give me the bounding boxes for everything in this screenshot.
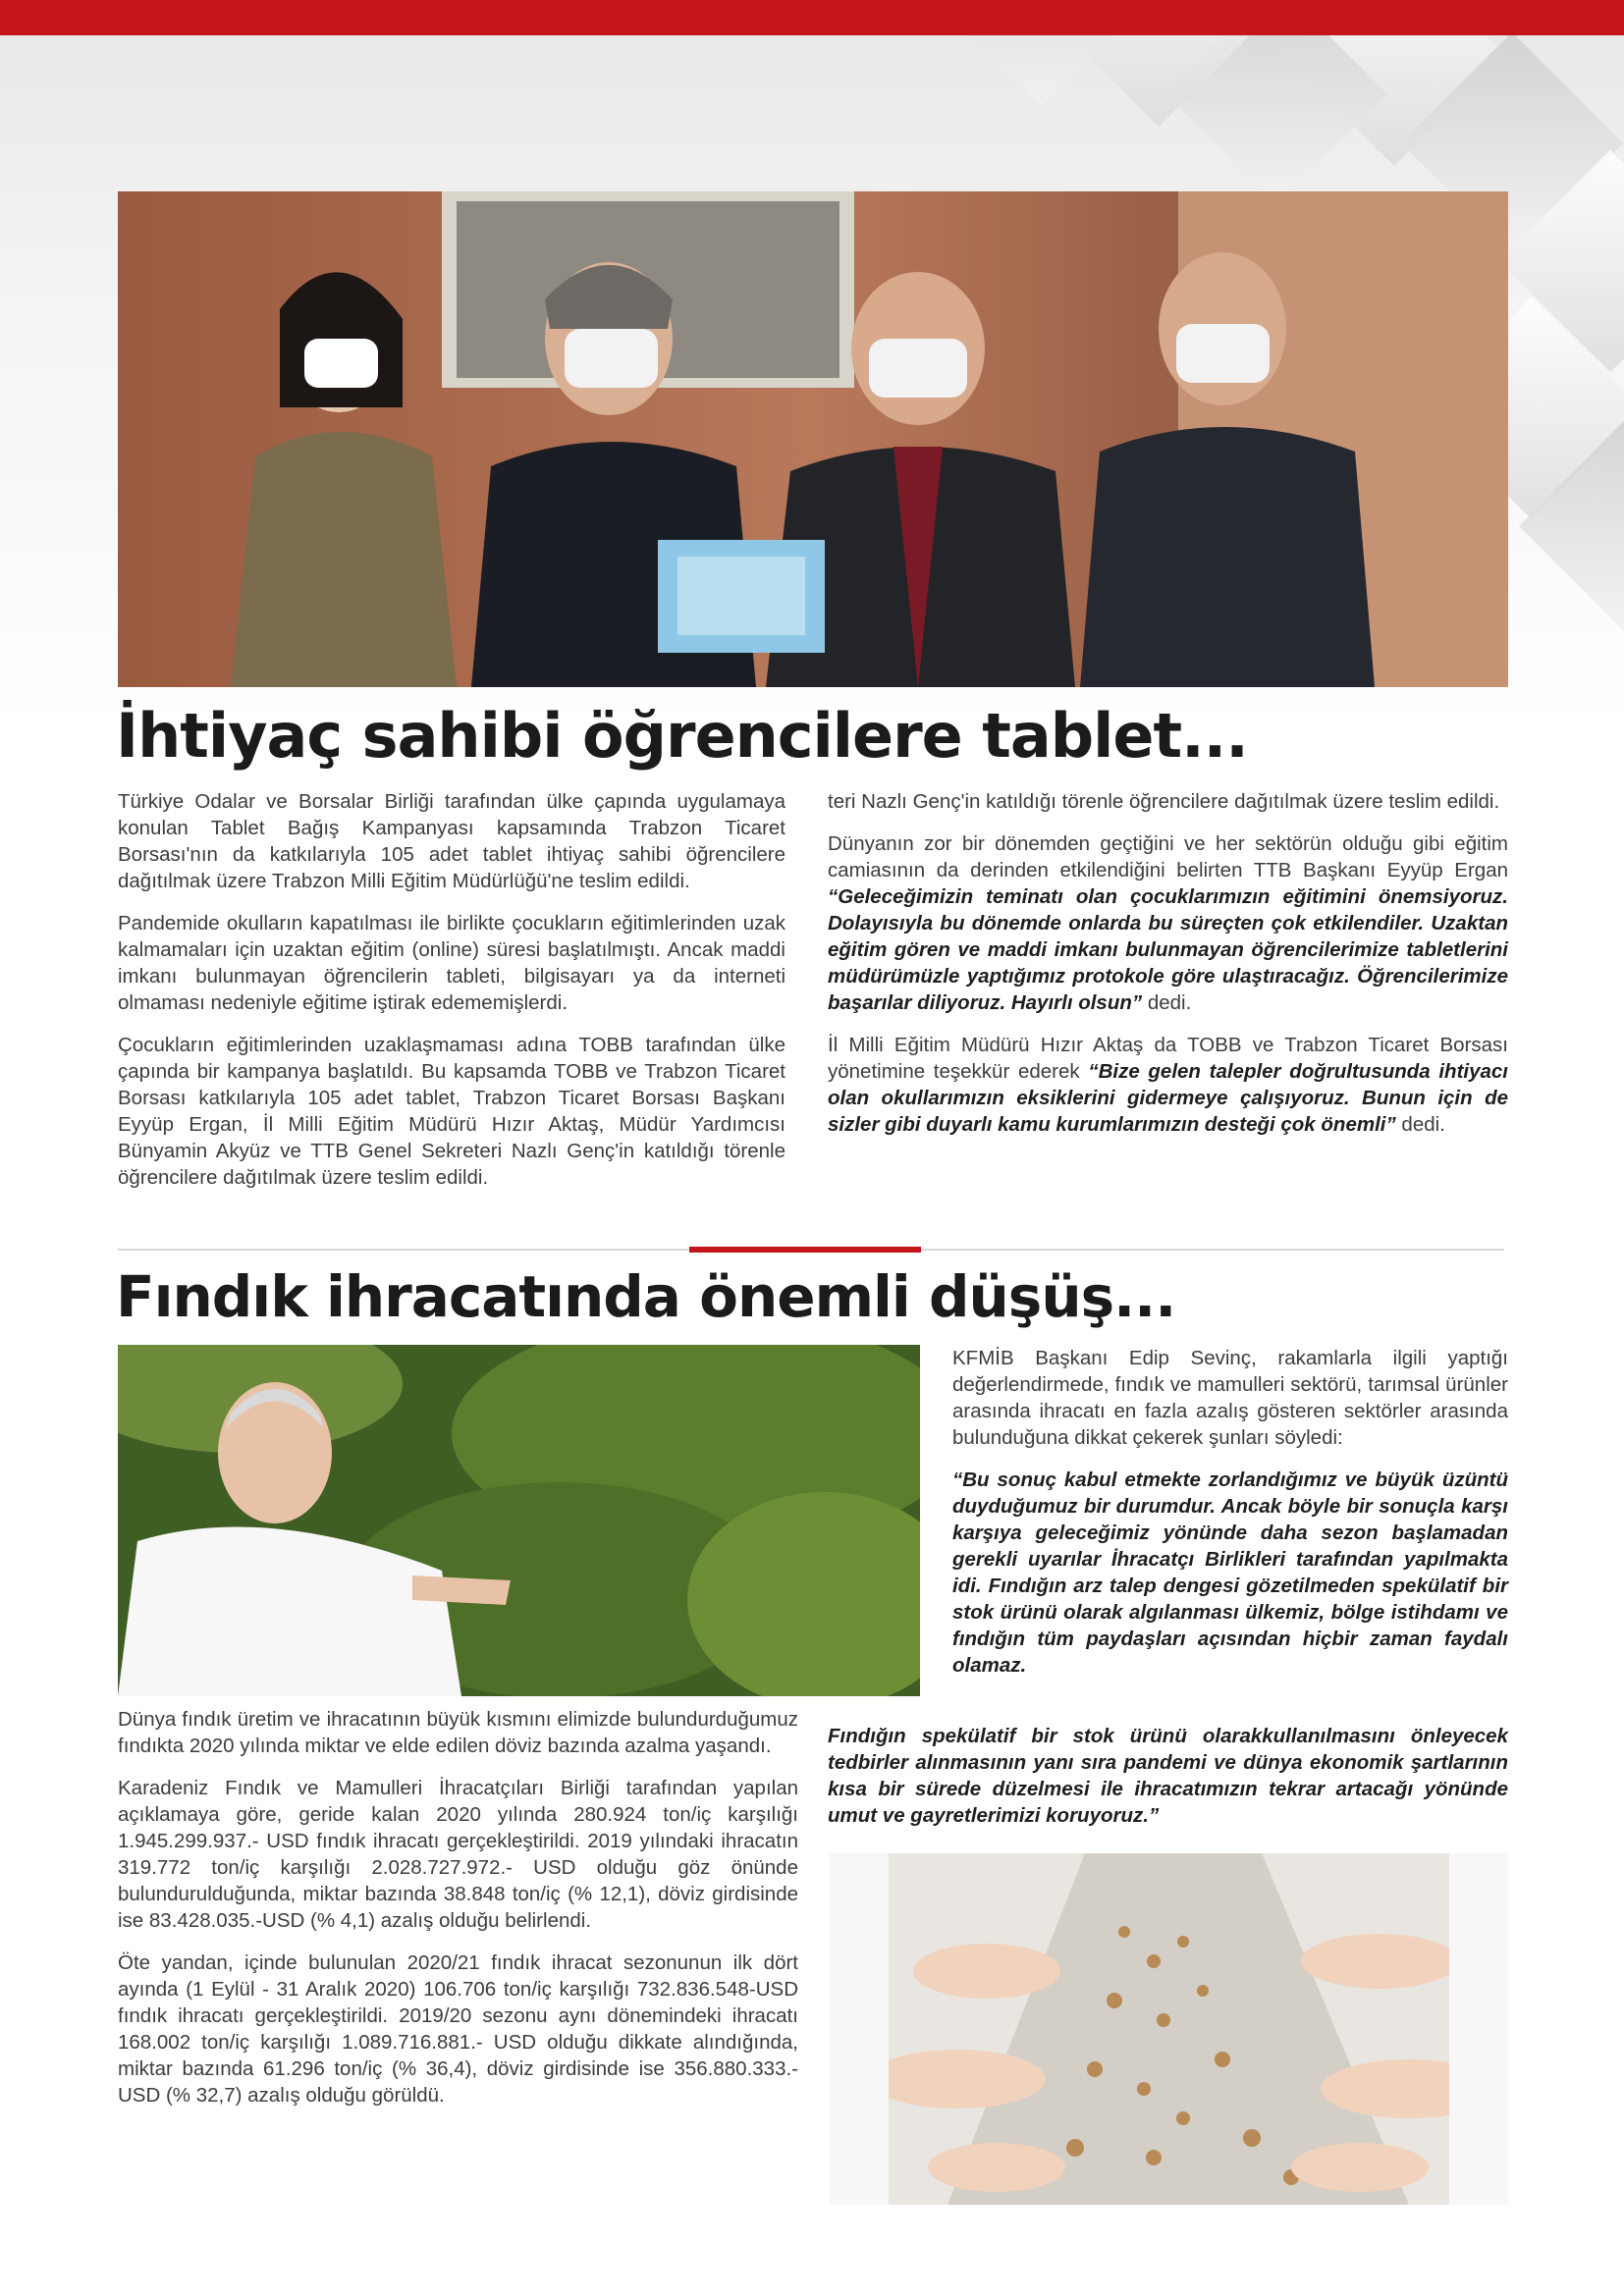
sevinc-quote-continued: Fındığın spekülatif bir stok ürünü olarakkullanılmasını önleyecek tedbirler alınmasının yanı sıra pandemi ve dünya ekonomik şartlarının kısa bir sürede düzelmesi ile ihracatımızın tekrar artacağı yönünde umut ve gayretlerimizi koruyoruz.” xyxy=(828,1725,1508,1827)
aktas-quote: “Bize gelen talepler doğrultusunda ihtiyacı olan okullarımızın eksiklerini gidermeye çalışıyoruz. Bunun için de sizler gibi duyarlı kamu kurumlarımızın desteği çok önemli” xyxy=(828,1060,1509,1136)
article2-right-closing xyxy=(828,1723,1508,1844)
section-divider-accent xyxy=(689,1247,921,1253)
article1-paragraph xyxy=(828,830,1508,1016)
article1-paragraph: teri Nazlı Genç'in katıldığı törenle öğrencilere dağıtılmak üzere teslim edildi. xyxy=(828,790,1500,813)
ergan-quote: “Geleceğimizin teminatı olan çocuklarımızın eğitimini önemsiyoruz. Dolayısıyla bu dönemde onlarda bu süreçten çok etkilendiler. Uzaktan eğitim gören ve maddi imkanı bulunmayan öğrencilerimize tabletlerini müdürümüzle yaptığımız protokole göre ulaştıracağız. Öğrencilerimize başarılar diliyoruz. Hayırlı olsun” xyxy=(828,885,1508,1014)
hazelnut-sorting-photo xyxy=(830,1853,1508,2205)
article1-text: İl Milli Eğitim Müdürü Hızır Aktaş da TOBB ve Trabzon Ticaret Borsası yönetimine teşekkür ederek xyxy=(828,1034,1508,1083)
article1-paragraph: Türkiye Odalar ve Borsalar Birliği tarafından ülke çapında uygulamaya konulan Tablet Bağış Kampanyası kapsamında Trabzon Ticaret Borsası'nın da katkılarıyla 105 adet tablet ihtiyaç sahibi öğrencilere dağıtılmak üzere Trabzon Milli Eğitim Müdürlüğü'ne teslim edildi. xyxy=(118,790,785,892)
article2-left-column xyxy=(118,1706,798,2124)
article2-title: Fındık ihracatında önemli düşüş... xyxy=(116,1263,1176,1330)
article1-title: İhtiyaç sahibi öğrencilere tablet... xyxy=(116,700,1248,772)
article2-right-intro xyxy=(952,1345,1508,1694)
tablet-ceremony-photo xyxy=(118,191,1508,687)
article1-left-column xyxy=(118,788,785,1206)
article1-text: dedi. xyxy=(1142,991,1192,1014)
article2-paragraph: Dünya fındık üretim ve ihracatının büyük kısmını elimizde bulundurduğumuz fındıkta 2020 yılında miktar ve elde edilen döviz bazında azalma yaşandı. xyxy=(118,1708,798,1757)
article1-paragraph: Çocukların eğitimlerinden uzaklaşmaması adına TOBB tarafından ülke çapında bir kampanya başlatıldı. Bu kapsamda TOBB ve Trabzon Ticaret Borsası katkılarıyla 105 adet tablet, Trabzon Ticaret Borsası Başkanı Eyyüp Ergan, İl Milli Eğitim Müdürü Hızır Aktaş, Müdür Yardımcısı Bünyamin Akyüz ve TTB Genel Sekreteri Nazlı Genç'in katıldığı törenle öğrencilere dağıtılmak üzere teslim edildi. xyxy=(118,1034,785,1189)
article1-paragraph: Pandemide okulların kapatılması ile birlikte çocukların eğitimlerinden uzak kalmamaları için uzaktan eğitim (online) süresi başlatılmıştı. Ancak maddi imkanı bulunmayan öğrencilerin tableti, bilgisayarı ya da interneti olmaması nedeniyle eğitime iştirak edememişlerdi. xyxy=(118,912,785,1014)
top-accent-bar xyxy=(0,0,1624,35)
sevinc-quote: “Bu sonuç kabul etmekte zorlandığımız ve büyük üzüntü duyduğumuz bir durumdur. Ancak böyle bir sonuçla karşı karşıya geleceğimiz yönünde daha sezon başlamadan gerekli uyarılar İhracatçı Birlikleri tarafından yapılmakta idi. Fındığın arz talep dengesi gözetilmeden spekülatif bir stok ürünü olarak algılanması ülkemiz, bölge istihdamı ve fındığın tüm paydaşları açısından hiçbir zaman faydalı olamaz. xyxy=(952,1468,1508,1677)
article2-paragraph: KFMİB Başkanı Edip Sevinç, rakamlarla ilgili yaptığı değerlendirmede, fındık ve mamulleri sektörü, tarımsal ürünler arasında ihracatı en fazla azalış gösteren sektörler arasında bulunduğuna dikkat çekerek şunları söyledi: xyxy=(952,1347,1508,1449)
article2-paragraph: Öte yandan, içinde bulunulan 2020/21 fındık ihracat sezonunun ilk dört ayında (1 Eylül - 31 Aralık 2020) 106.706 ton/iç karşılığı 732.836.548-USD fındık ihracatı gerçekleştirildi. 2019/20 sezonu aynı dönemindeki ihracatı 168.002 ton/iç karşılığı 1.089.716.881.- USD olduğu dikkate alındığında, miktar bazında 61.296 ton/iç (% 36,4), döviz girdisinde ise 356.880.333.-USD (% 32,7) azalış olduğu görüldü. xyxy=(118,1951,798,2107)
article2-paragraph: Karadeniz Fındık ve Mamulleri İhracatçıları Birliği tarafından yapılan açıklamaya göre, geride kalan 2020 yılında 280.924 ton/iç karşılığı 1.945.299.937.- USD fındık ihracatı gerçekleştirildi. 2019 yılındaki ihracatın 319.772 ton/iç karşılığı 2.028.727.972.- USD olduğu göz önünde bulundurulduğunda, miktar bazında 38.848 ton/iç (% 12,1), döviz girdisinde ise 83.428.035.-USD (% 4,1) azalış olduğu belirlendi. xyxy=(118,1777,798,1932)
article1-paragraph xyxy=(828,1032,1508,1138)
article1-right-column xyxy=(828,788,1508,1153)
article1-text: dedi. xyxy=(1395,1113,1445,1136)
hazelnut-orchard-photo xyxy=(118,1345,920,1696)
article1-text: Dünyanın zor bir dönemden geçtiğini ve her sektörün olduğu gibi eğitim camiasının da derinden etkilendiğini belirten TTB Başkanı Eyyüp Ergan xyxy=(828,832,1508,881)
